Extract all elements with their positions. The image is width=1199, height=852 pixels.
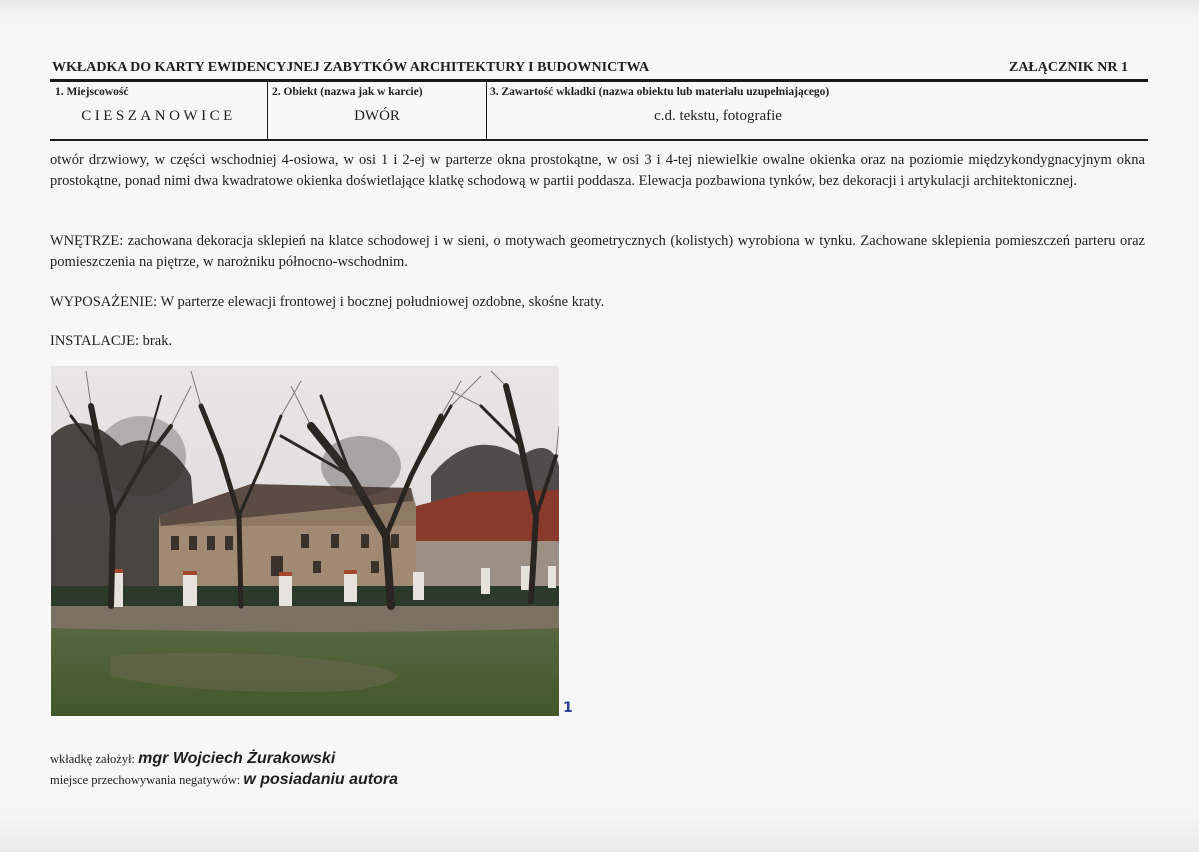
field-label-object: 2. Obiekt (nazwa jak w karcie) [272, 86, 423, 98]
table-rule [50, 139, 1148, 141]
footer-storage [50, 771, 398, 789]
photo-number: 1 [563, 700, 573, 716]
manor-photograph [51, 366, 559, 716]
field-divider [486, 82, 487, 139]
scan-edge-top [0, 0, 1199, 22]
paragraph-interior: WNĘTRZE: zachowana dekoracja sklepień na klatce schodowej i w sieni, o motywach geometrycznych (kolistych) wyrobiona w tynku. Zachowane sklepienia pomieszczeń parteru oraz pomieszczenia na piętrze, w narożniku północno-wschodnim. [50, 233, 1145, 270]
field-divider [267, 82, 268, 139]
paragraph-furnishings: WYPOSAŻENIE: W parterze elewacji frontowej i bocznej południowej ozdobne, skośne kraty. [50, 294, 605, 310]
scan-edge-bottom [0, 805, 1199, 852]
document-title: WKŁADKA DO KARTY EWIDENCYJNEJ ZABYTKÓW ARCHITEKTURY I BUDOWNICTWA [52, 60, 650, 75]
paragraph-installations: INSTALACJE: brak. [50, 333, 173, 349]
field-label-locality: 1. Miejscowość [55, 86, 129, 98]
paragraph-elevation: otwór drzwiowy, w części wschodniej 4-osiowa, w osi 1 i 2-ej w parterze okna prostokątne, w osi 3 i 4-tej niewielkie owalne okienka oraz na poziomie międzykondygnacyjnym okna prostokątne, ponad nimi dwa kwadratowe okienka doświetlające klatkę schodową w partii poddasza. Elewacja pozbawiona tynków, bez dekoracji i artykulacji architektonicznej. [50, 152, 1145, 189]
author-name: mgr Wojciech Żurakowski [138, 750, 336, 767]
field-value-locality: CIESZANOWICE [81, 108, 236, 124]
author-label: wkładkę założył: [50, 752, 136, 766]
footer-author [50, 750, 335, 768]
storage-value: w posiadaniu autora [243, 771, 399, 788]
storage-label: miejsce przechowywania negatywów: [50, 773, 241, 787]
field-label-contents: 3. Zawartość wkładki (nazwa obiektu lub materiału uzupełniającego) [490, 86, 830, 98]
annex-number: ZAŁĄCZNIK NR 1 [1008, 60, 1128, 75]
header-rule [50, 79, 1148, 82]
field-value-contents: c.d. tekstu, fotografie [654, 108, 782, 124]
field-value-object: DWÓR [354, 108, 400, 124]
